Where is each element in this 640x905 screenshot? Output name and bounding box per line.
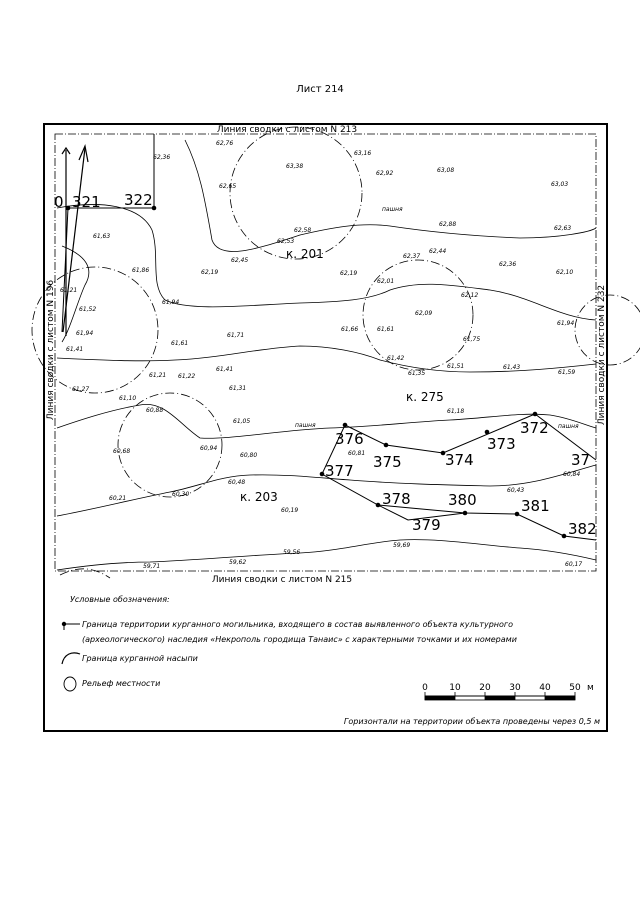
contour-line <box>57 540 596 570</box>
elevation-mark: 62,19 <box>201 269 219 276</box>
elevation-mark: 60,94 <box>200 445 218 452</box>
elevation-mark: 60,17 <box>565 561 583 568</box>
relief-contour-icon <box>64 677 76 691</box>
point-number: 0 <box>54 193 64 211</box>
elevation-mark: 63,38 <box>286 163 304 170</box>
elevation-mark: 62,01 <box>377 278 395 285</box>
elevation-mark: 59,62 <box>229 559 247 566</box>
elevation-mark: 61,31 <box>229 385 247 392</box>
elevation-mark: 62,76 <box>216 140 234 147</box>
vertex-marker <box>376 503 381 508</box>
elevation-mark: 60,48 <box>228 479 246 486</box>
point-number: 380 <box>448 491 477 509</box>
legend-item-1-line1: Граница территории курганного могильника, входящего в состав выявленного объекта культурного <box>82 620 513 629</box>
elevation-mark: 61,21 <box>60 287 78 294</box>
vertex-marker <box>485 430 490 435</box>
elevation-mark: 60,84 <box>563 471 581 478</box>
elevation-mark: 63,08 <box>437 167 455 174</box>
land-use-label: пашня <box>558 423 579 430</box>
elevation-mark: 59,71 <box>143 563 161 570</box>
kurgan-label-275: к. 275 <box>406 390 444 404</box>
elevation-mark: 61,21 <box>149 372 167 379</box>
scale-tick-label: 20 <box>479 683 491 693</box>
legend-item-1-line2: (археологического) наследия «Некрополь городища Танаис» с характерными точками и их номерами <box>82 635 517 644</box>
elevation-mark: 61,94 <box>557 320 575 327</box>
scale-tick-label: 30 <box>509 683 521 693</box>
kurgan-label-201: к. 201 <box>286 247 324 261</box>
elevation-mark: 61,61 <box>377 326 395 333</box>
elevation-mark: 61,52 <box>79 306 97 313</box>
point-number: 322 <box>124 191 153 209</box>
land-use-label: пашня <box>295 422 316 429</box>
elevation-mark: 60,19 <box>281 507 299 514</box>
elevation-mark: 62,63 <box>554 225 572 232</box>
scale-tick-label: 0 <box>422 683 428 693</box>
elevation-mark: 60,30 <box>172 491 190 498</box>
elevation-mark: 60,81 <box>348 450 366 457</box>
elevation-mark: 61,18 <box>447 408 465 415</box>
boundary-marker-icon <box>62 622 80 630</box>
elevation-mark: 61,42 <box>387 355 405 362</box>
elevation-mark: 60,88 <box>146 407 164 414</box>
elevation-mark: 62,37 <box>403 253 421 260</box>
elevation-mark: 62,44 <box>429 248 447 255</box>
elevation-mark: 59,56 <box>283 549 301 556</box>
elevation-mark: 60,80 <box>240 452 258 459</box>
vertex-marker <box>320 472 325 477</box>
mound-boundary-201 <box>230 127 362 259</box>
elevation-mark: 61,35 <box>408 370 426 377</box>
contour-line <box>185 140 596 252</box>
scale-tick-label: 50 <box>569 683 581 693</box>
contour-interval-note: Горизонтали на территории объекта проведены через 0,5 м <box>343 717 600 726</box>
elevation-mark: 61,43 <box>503 364 521 371</box>
elevation-mark: 62,09 <box>415 310 433 317</box>
elevation-mark: 61,05 <box>233 418 251 425</box>
sheet-title: Лист 214 <box>296 84 344 95</box>
elevation-mark: 63,03 <box>551 181 569 188</box>
point-number: 378 <box>382 490 411 508</box>
vertex-marker <box>463 511 468 516</box>
edge-label-bottom: Линия сводки с листом N 215 <box>211 575 353 585</box>
elevation-mark: 60,21 <box>109 495 127 502</box>
elevation-mark: 62,19 <box>340 270 358 277</box>
elevation-mark: 61,10 <box>119 395 137 402</box>
kurgan-label-203: к. 203 <box>240 490 278 504</box>
elevation-mark: 61,94 <box>162 299 180 306</box>
point-number: 372 <box>520 419 549 437</box>
scale-ticks <box>422 683 581 693</box>
vertex-marker <box>533 412 538 417</box>
vertex-marker <box>562 534 567 539</box>
elevation-mark: 62,12 <box>461 292 479 299</box>
vertex-marker <box>66 206 71 211</box>
edge-label-left: Линия сводки с листом N 196 <box>46 279 56 421</box>
point-number: 379 <box>412 516 441 534</box>
elevation-mark: 60,43 <box>507 487 525 494</box>
elevation-mark: 61,41 <box>216 366 234 373</box>
elevation-mark: 61,71 <box>227 332 245 339</box>
elevation-mark: 62,45 <box>231 257 249 264</box>
mound-boundary-icon <box>62 653 80 664</box>
point-number: 381 <box>521 497 550 515</box>
point-number: 321 <box>72 193 101 211</box>
point-number: 374 <box>445 451 474 469</box>
scale-unit: м <box>587 683 594 693</box>
elevation-mark: 62,92 <box>376 170 394 177</box>
legend-title: Условные обозначения: <box>70 595 170 604</box>
elevation-mark: 61,22 <box>178 373 196 380</box>
point-number: 37 <box>571 451 591 469</box>
elevation-mark: 63,16 <box>354 150 372 157</box>
point-number: 382 <box>568 520 597 538</box>
elevation-mark: 61,63 <box>93 233 111 240</box>
elevation-mark: 61,59 <box>558 369 576 376</box>
elevation-mark: 62,88 <box>439 221 457 228</box>
scale-tick-label: 10 <box>449 683 461 693</box>
elevation-mark: 61,41 <box>66 346 84 353</box>
land-use-label: пашня <box>382 206 403 213</box>
elevation-mark: 61,51 <box>447 363 465 370</box>
vertex-marker <box>515 512 520 517</box>
elevation-mark: 61,86 <box>132 267 150 274</box>
elevation-mark: 60,68 <box>113 448 131 455</box>
elevation-mark: 61,27 <box>72 386 90 393</box>
edge-label-right: Линия сводки с листом N 232 <box>597 284 607 426</box>
point-number: 376 <box>335 430 364 448</box>
elevation-mark: 62,65 <box>219 183 237 190</box>
point-number: 373 <box>487 435 516 453</box>
scale-bar <box>425 692 575 700</box>
elevation-mark: 61,75 <box>463 336 481 343</box>
elevation-mark: 62,10 <box>556 269 574 276</box>
elevation-mark: 61,66 <box>341 326 359 333</box>
elevation-mark: 61,94 <box>76 330 94 337</box>
vertex-marker <box>343 423 348 428</box>
mound-boundary-east <box>575 295 640 365</box>
legend-item-3: Рельеф местности <box>82 679 161 688</box>
elevation-mark: 59,69 <box>393 542 411 549</box>
edge-label-top: Линия сводки с листом N 213 <box>216 125 358 135</box>
point-number: 375 <box>373 453 402 471</box>
point-number: 377 <box>325 462 354 480</box>
scale-tick-label: 40 <box>539 683 551 693</box>
legend-item-2: Граница курганной насыпи <box>82 654 198 663</box>
elevation-mark: 62,53 <box>277 238 295 245</box>
contour-line <box>57 404 596 438</box>
vertex-marker <box>384 443 389 448</box>
elevation-mark: 61,61 <box>171 340 189 347</box>
elevation-mark: 62,58 <box>294 227 312 234</box>
elevation-mark: 62,36 <box>153 154 171 161</box>
mound-boundary-south <box>60 569 110 578</box>
elevation-mark: 62,36 <box>499 261 517 268</box>
